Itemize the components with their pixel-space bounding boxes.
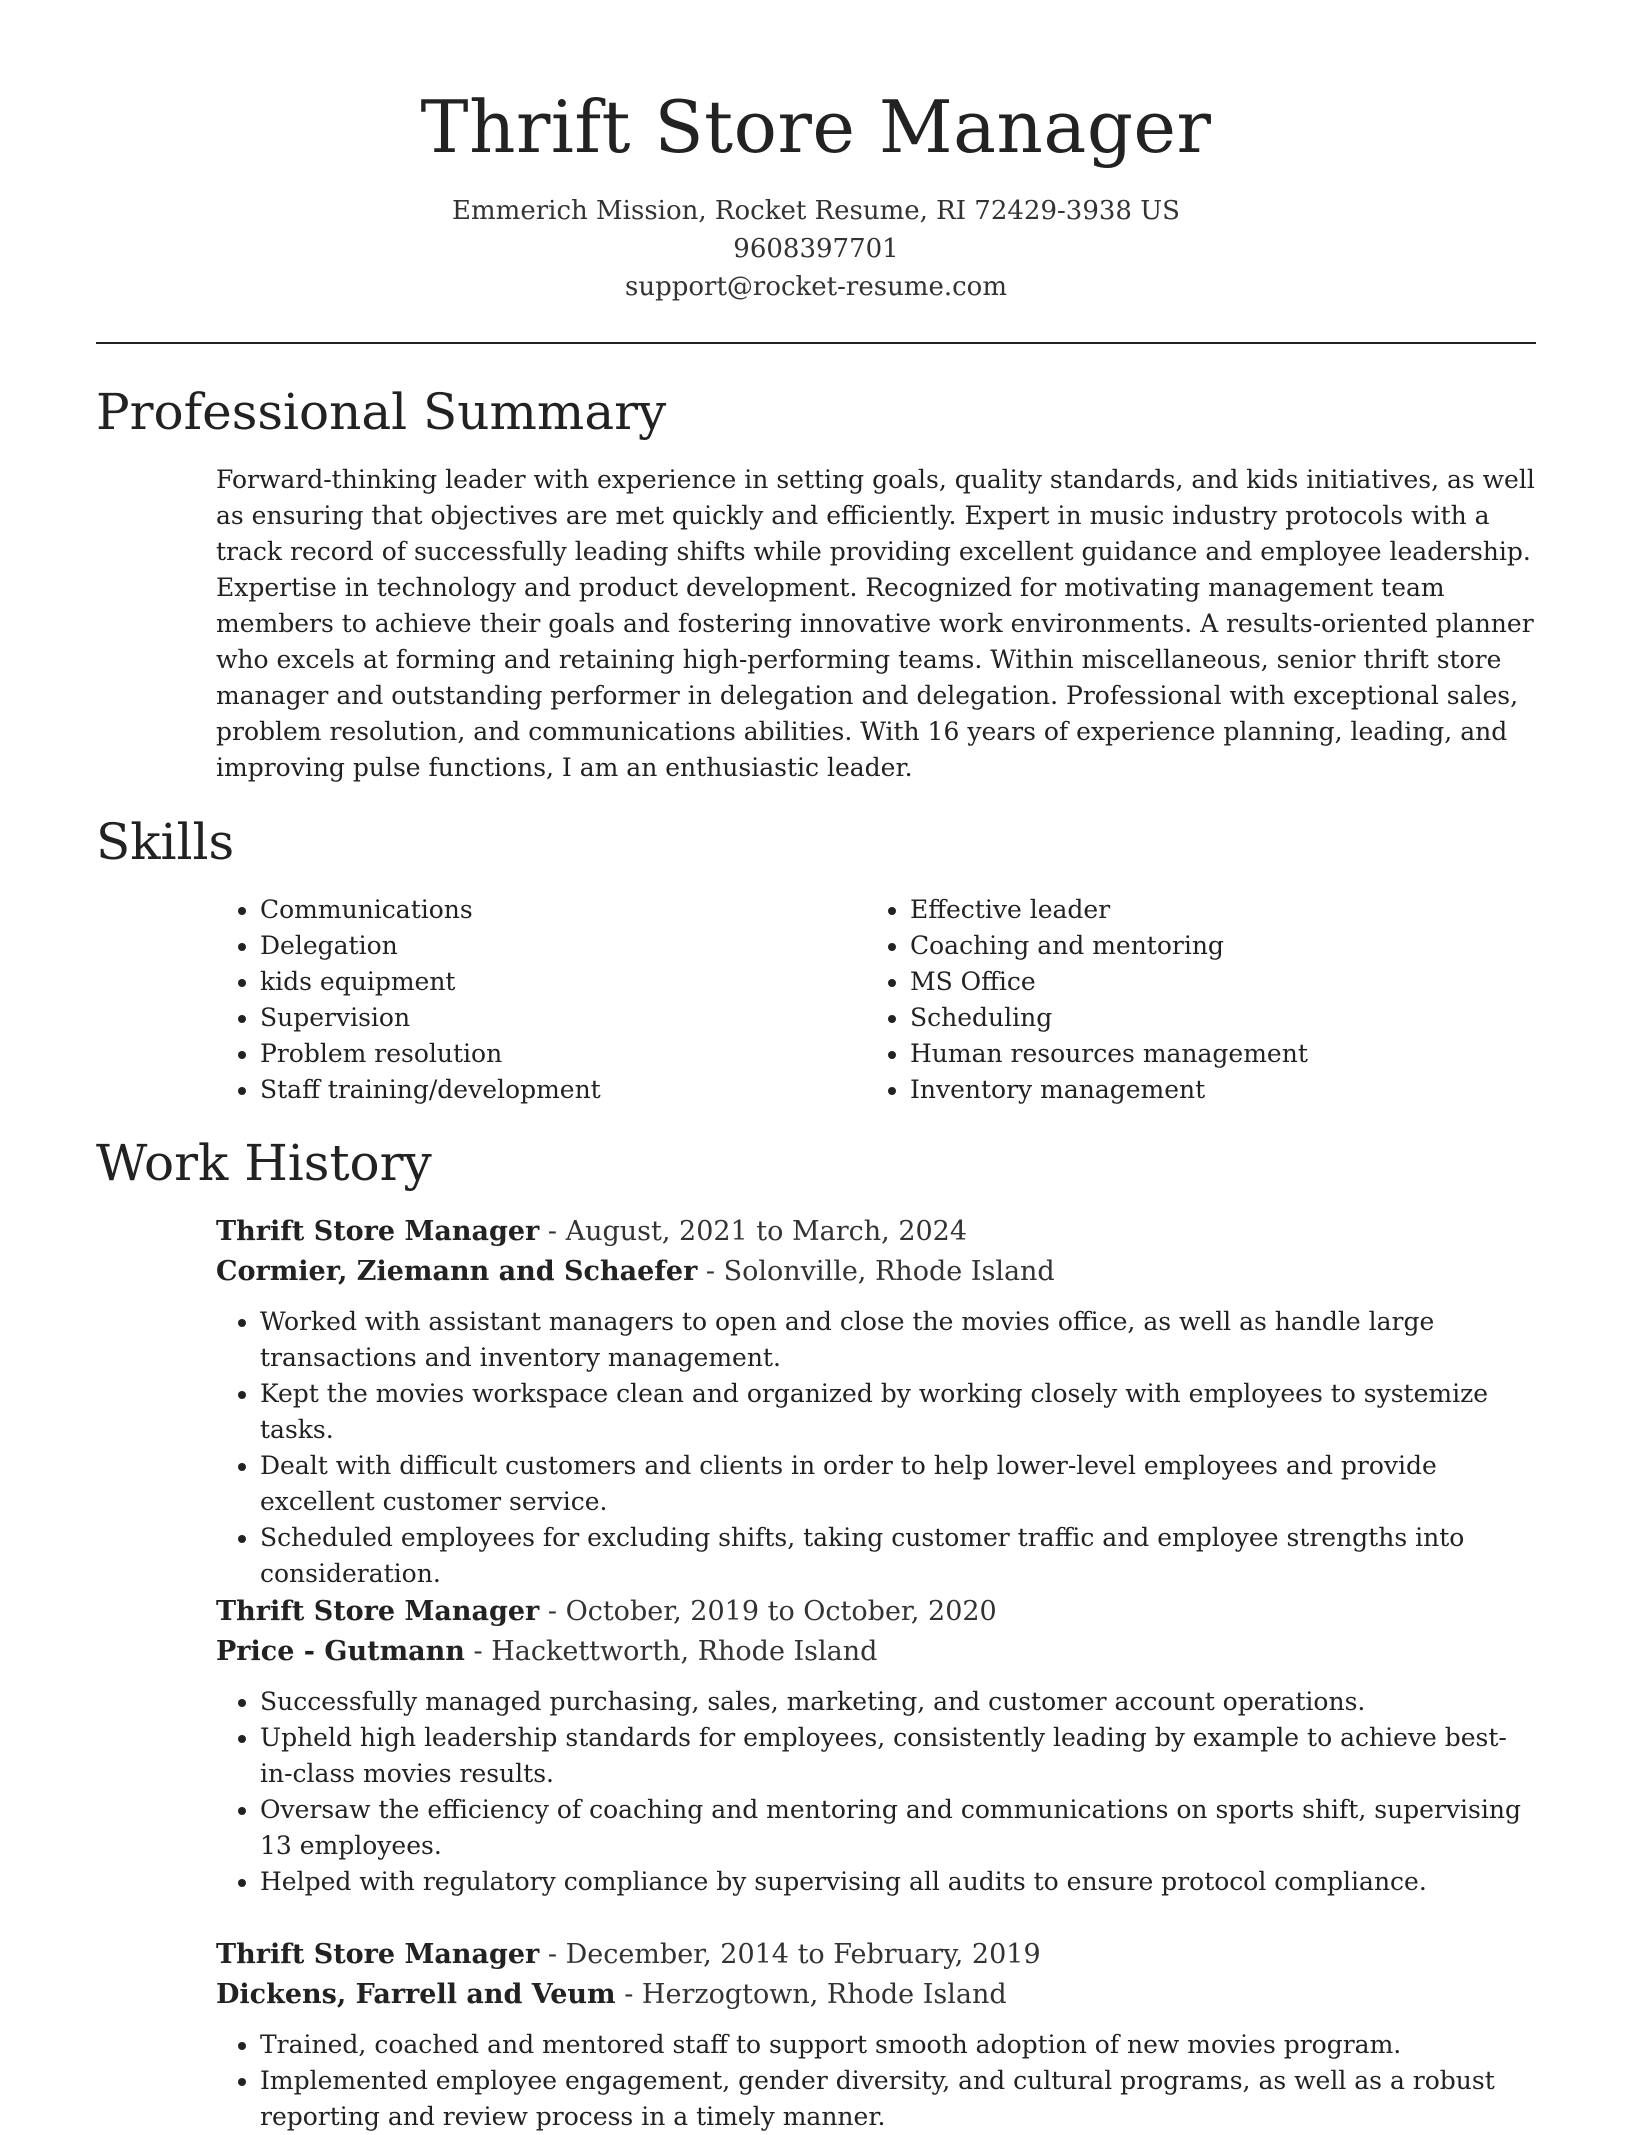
job-entry: [216, 1935, 1536, 2135]
skill-item: • Supervision: [260, 1000, 866, 1036]
job-entry: [216, 1212, 1536, 1592]
job-entry: [216, 1592, 1536, 1900]
job-company-line: Price - Gutmann - Hackettworth, Rhode Island: [216, 1636, 878, 1667]
skill-item: • Delegation: [260, 928, 866, 964]
job-bullet: • Trained, coached and mentored staff to support smooth adoption of new movies program.: [260, 2027, 1536, 2063]
contact-email: support@rocket-resume.com: [624, 272, 1007, 302]
job-dates: October, 2019 to October, 2020: [565, 1596, 997, 1627]
skill-item: • Problem resolution: [260, 1036, 866, 1072]
job-bullet: • Upheld high leadership standards for employees, consistently leading by example to achieve best-in-class movies results.: [260, 1720, 1536, 1792]
job-bullet: • Implemented employee engagement, gender diversity, and cultural programs, as well as a robust reporting and review process in a timely manner.: [260, 2063, 1536, 2135]
resume-name: Thrift Store Manager: [420, 85, 1212, 169]
skill-item: • Staff training/development: [260, 1072, 866, 1108]
resume-header: [0, 0, 1632, 306]
summary-text: Forward-thinking leader with experience in setting goals, quality standards, and kids initiatives, as well as ensuring that objectives are met quickly and efficiently. Expert in music industry protocols with a track record of successfully leading shifts while providing excellent guidance and employee leadership. Expertise in technology and product development. Recognized for motivating management team members to achieve their goals and fostering innovative work environments. A results-oriented planner who excels at forming and retaining high-performing teams. Within miscellaneous, senior thrift store manager and outstanding performer in delegation and delegation. Professional with exceptional sales, problem resolution, and communications abilities. With 16 years of experience planning, leading, and improving pulse functions, I am an enthusiastic leader.: [216, 465, 1535, 782]
job-location: Hackettworth, Rhode Island: [491, 1636, 878, 1667]
job-bullet: • Kept the movies workspace clean and organized by working closely with employees to systemize tasks.: [260, 1376, 1536, 1448]
job-role: Thrift Store Manager: [216, 1596, 540, 1627]
job-role-line: Thrift Store Manager - October, 2019 to October, 2020: [216, 1596, 997, 1627]
skill-item: • Coaching and mentoring: [910, 928, 1516, 964]
skills-heading: Skills: [96, 813, 235, 871]
job-bullet: • Helped with regulatory compliance by supervising all audits to ensure protocol compliance.: [260, 1864, 1536, 1900]
header-divider: [96, 342, 1536, 344]
job-company: Dickens, Farrell and Veum: [216, 1979, 616, 2010]
contact-address: Emmerich Mission, Rocket Resume, RI 72429-3938 US: [452, 196, 1180, 226]
job-company: Cormier, Ziemann and Schaefer: [216, 1256, 698, 1287]
skills-column-right: [866, 892, 1516, 1108]
job-role: Thrift Store Manager: [216, 1939, 540, 1970]
contact-phone: 9608397701: [733, 234, 899, 264]
job-role-line: Thrift Store Manager - August, 2021 to March, 2024: [216, 1216, 968, 1247]
skill-item: • MS Office: [910, 964, 1516, 1000]
contact-block: [0, 192, 1632, 306]
job-bullet: • Oversaw the efficiency of coaching and mentoring and communications on sports shift, supervising 13 employees.: [260, 1792, 1536, 1864]
skill-item: • Inventory management: [910, 1072, 1516, 1108]
job-company-line: Cormier, Ziemann and Schaefer - Solonville, Rhode Island: [216, 1256, 1055, 1287]
skill-item: • Human resources management: [910, 1036, 1516, 1072]
job-role-line: Thrift Store Manager - December, 2014 to February, 2019: [216, 1939, 1041, 1970]
skills-list: [216, 892, 1536, 1108]
job-location: Herzogtown, Rhode Island: [641, 1979, 1007, 2010]
job-company: Price - Gutmann: [216, 1636, 465, 1667]
job-bullets: [216, 1684, 1536, 1900]
skill-item: • kids equipment: [260, 964, 866, 1000]
job-bullet: • Scheduled employees for excluding shifts, taking customer traffic and employee strengths into consideration.: [260, 1520, 1536, 1592]
job-bullet: • Successfully managed purchasing, sales, marketing, and customer account operations.: [260, 1684, 1536, 1720]
skill-item: • Scheduling: [910, 1000, 1516, 1036]
job-dates: December, 2014 to February, 2019: [565, 1939, 1041, 1970]
job-bullet: • Dealt with difficult customers and clients in order to help lower-level employees and provide excellent customer service.: [260, 1448, 1536, 1520]
skill-item: • Communications: [260, 892, 866, 928]
job-dates: August, 2021 to March, 2024: [565, 1216, 968, 1247]
job-location: Solonville, Rhode Island: [723, 1256, 1055, 1287]
summary-heading: Professional Summary: [96, 383, 667, 441]
job-bullets: [216, 1304, 1536, 1592]
job-bullets: [216, 2027, 1536, 2135]
job-company-line: Dickens, Farrell and Veum - Herzogtown, Rhode Island: [216, 1979, 1007, 2010]
skills-column-left: [216, 892, 866, 1108]
job-bullet: • Worked with assistant managers to open and close the movies office, as well as handle large transactions and inventory management.: [260, 1304, 1536, 1376]
skill-item: • Effective leader: [910, 892, 1516, 928]
job-role: Thrift Store Manager: [216, 1216, 540, 1247]
work-history-heading: Work History: [96, 1134, 432, 1192]
